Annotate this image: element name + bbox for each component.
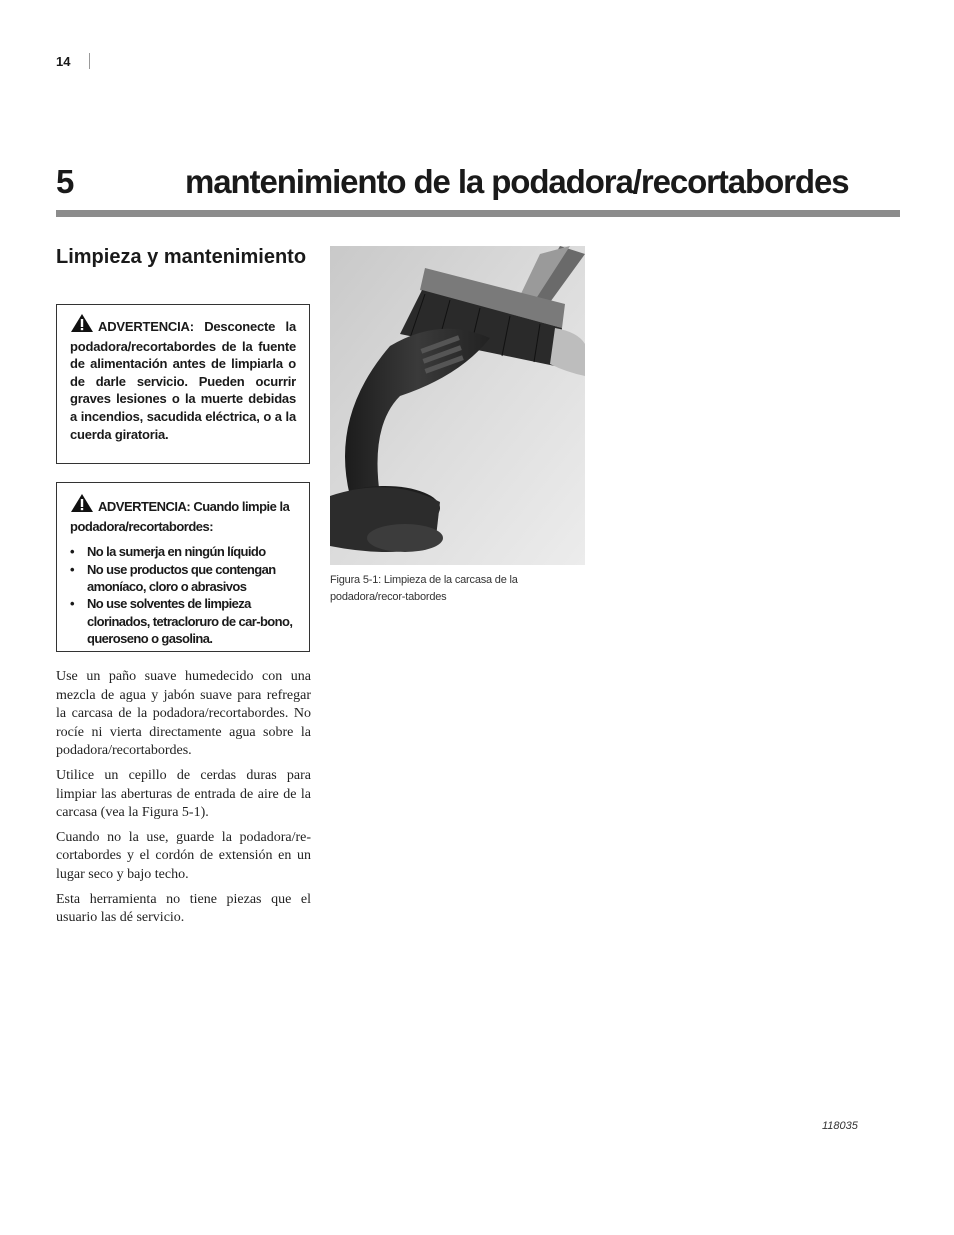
paragraph: Utilice un cepillo de cerdas duras para limpiar las aberturas de entrada de aire de la carcasa (vea la Figura 5-1). [56, 767, 311, 821]
chapter-title: mantenimiento de la podadora/recortabordes [185, 163, 849, 200]
warning-box-cleaning [56, 482, 310, 652]
warning-2-intro: ADVERTENCIA: Cuando limpie la podadora/recortabordes: [70, 499, 290, 534]
paragraph: Esta herramienta no tiene piezas que el usuario las dé servicio. [56, 891, 311, 926]
title-rule [56, 210, 900, 217]
paragraph: Use un paño suave humedecido con una mezcla de agua y jabón suave para refregar la carcasa de la podadora/recortabordes. No rocíe ni vierta directamente agua sobre la podadora/recortabordes. [56, 669, 311, 759]
chapter-number: 5 [56, 163, 74, 200]
warning-intro [70, 493, 296, 535]
header-divider [89, 53, 90, 69]
document-code: 118035 [822, 1120, 858, 1132]
list-item: • No use solventes de limpieza clorinados, tetracloruro de car-bono, queroseno o gasolina. [70, 596, 293, 647]
warning-bullet-list [70, 543, 296, 647]
body-text [56, 668, 311, 934]
page-number: 14 [56, 54, 71, 69]
figure-caption: Figura 5-1: Limpieza de la carcasa de la podadora/recor-tabordes [330, 574, 518, 603]
warning-1-body: ADVERTENCIA: Desconecte la podadora/recortabordes de la fuente de alimentación antes de limpiarla o de darle servicio. Pueden ocurrir graves lesiones o la muerte debidas a incendios, sacudida eléctrica, o a la cuerda giratoria. [70, 319, 296, 442]
list-item: • No use productos que contengan amoníaco, cloro o abrasivos [70, 561, 276, 594]
section-heading: Limpieza y mantenimiento [56, 246, 307, 268]
paragraph: Cuando no la use, guarde la podadora/re-cortabordes y el cordón de extensión en un lugar seco y bajo techo. [56, 829, 311, 882]
list-item: • No la sumerja en ningún líquido [70, 544, 266, 560]
figure-photo-cleaning-trimmer [330, 246, 585, 565]
warning-triangle-icon [70, 493, 94, 518]
warning-text [70, 313, 296, 443]
warning-triangle-icon [70, 313, 94, 338]
warning-box-disconnect [56, 304, 310, 464]
